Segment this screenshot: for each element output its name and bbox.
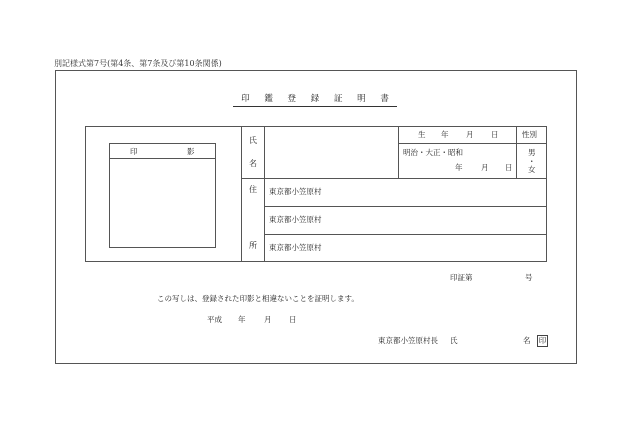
signer-title: 東京都小笠原村長 bbox=[378, 336, 438, 345]
gender-female: 女 bbox=[528, 165, 536, 174]
name-label-shi: 氏 bbox=[249, 136, 257, 145]
name-label-mei: 名 bbox=[249, 159, 257, 168]
gender-male: 男 bbox=[528, 148, 536, 157]
gender-header: 性別 bbox=[522, 130, 537, 139]
address-row-divider-1 bbox=[264, 206, 547, 207]
official-seal-mark: 印 bbox=[538, 336, 547, 345]
seal-label-ei: 影 bbox=[187, 147, 195, 156]
date-month: 月 bbox=[264, 315, 272, 324]
cert-number-suffix: 号 bbox=[525, 273, 533, 282]
signer-shi: 氏 bbox=[450, 336, 458, 345]
birth-day-unit: 日 bbox=[505, 163, 513, 172]
signer-mei: 名 bbox=[523, 336, 531, 345]
birth-month-unit: 月 bbox=[481, 163, 489, 172]
column-divider-gender bbox=[516, 126, 517, 178]
address-row-3: 東京都小笠原村 bbox=[269, 243, 322, 252]
column-divider-seal bbox=[241, 126, 242, 262]
certificate-title-text: 印 鑑 登 録 証 明 書 bbox=[233, 94, 397, 107]
address-row-divider-2 bbox=[264, 234, 547, 235]
birth-era-options: 明治・大正・昭和 bbox=[403, 148, 463, 157]
birth-header-nen: 年 bbox=[441, 130, 449, 139]
cert-number-label: 印証第 bbox=[450, 273, 473, 282]
birth-header-hi: 日 bbox=[491, 130, 499, 139]
name-address-divider bbox=[241, 178, 547, 179]
form-number-note: 別記様式第7号(第4条、第7条及び第10条関係) bbox=[54, 59, 222, 68]
date-era: 平成 bbox=[207, 315, 222, 324]
address-label-sho: 所 bbox=[249, 241, 257, 250]
column-divider-label bbox=[264, 126, 265, 262]
date-year: 年 bbox=[238, 315, 246, 324]
address-label-ju: 住 bbox=[249, 185, 257, 194]
address-row-1: 東京都小笠原村 bbox=[269, 187, 322, 196]
column-divider-birth bbox=[398, 126, 399, 178]
seal-box-divider bbox=[109, 158, 216, 159]
birth-year-unit: 年 bbox=[455, 163, 463, 172]
birth-header-tsuki: 月 bbox=[466, 130, 474, 139]
certification-statement: この写しは、登録された印影と相違ないことを証明します。 bbox=[157, 294, 359, 303]
birth-header-divider bbox=[398, 143, 547, 144]
certificate-title bbox=[0, 95, 630, 104]
seal-label-in: 印 bbox=[130, 147, 138, 156]
address-row-2: 東京都小笠原村 bbox=[269, 215, 322, 224]
gender-dot: ・ bbox=[528, 157, 536, 166]
birth-header-sei: 生 bbox=[418, 130, 426, 139]
date-day: 日 bbox=[289, 315, 297, 324]
